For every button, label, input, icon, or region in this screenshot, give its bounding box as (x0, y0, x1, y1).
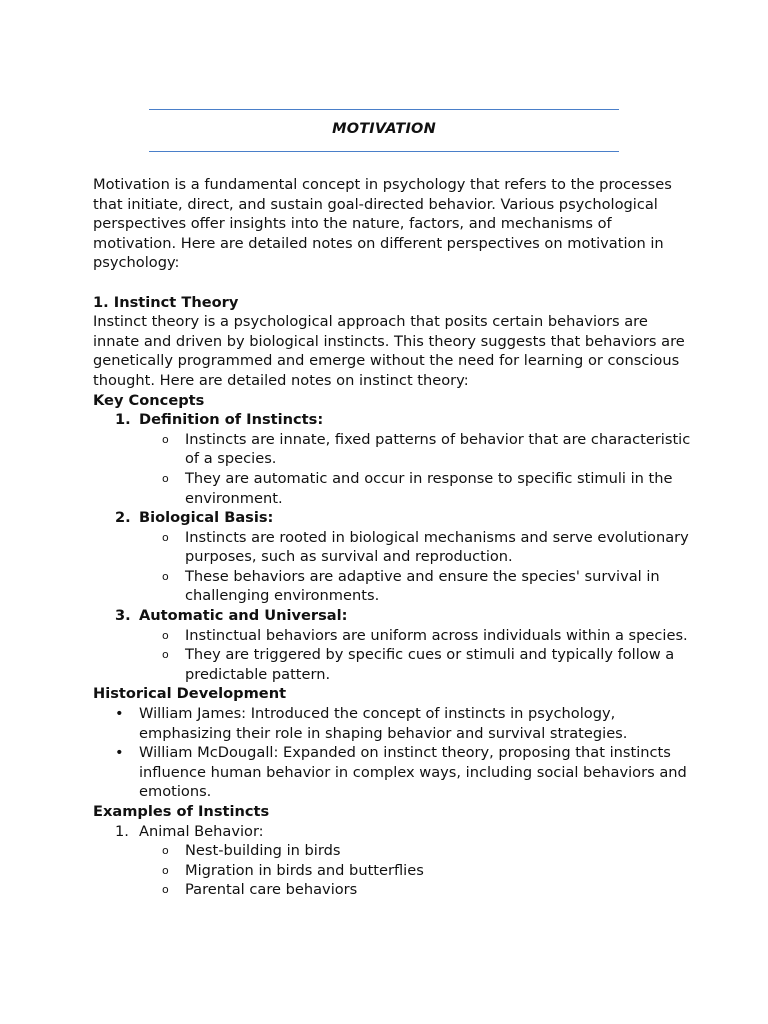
top-rule (149, 109, 619, 110)
circle-bullet-icon: o (162, 844, 169, 858)
circle-bullet-icon: o (162, 863, 169, 877)
circle-bullet-icon: o (162, 628, 169, 642)
bullet-icon: • (115, 705, 124, 723)
circle-bullet-icon: o (162, 648, 169, 662)
sub-point: o Nest-building in birds (162, 842, 341, 860)
sub-point: o Instincts are innate, fixed patterns of behavior that are characteristic of a species. (162, 430, 691, 468)
bottom-rule (149, 151, 619, 152)
concept-title: Definition of Instincts: (139, 411, 324, 429)
sub-point: o Migration in birds and butterflies (162, 861, 424, 879)
sub-point: o Instincts are rooted in biological mechanisms and serve evolutionary purposes, such as survival and reproduction. (162, 528, 689, 566)
examples-heading: Examples of Instincts (93, 803, 270, 820)
circle-bullet-icon: o (162, 432, 169, 446)
circle-bullet-icon: o (162, 530, 169, 544)
concept-number: 2. (115, 509, 131, 527)
sub-point: o Parental care behaviors (162, 881, 358, 899)
concept-title: Automatic and Universal: (139, 607, 348, 625)
concept-item (93, 606, 693, 626)
document-body (93, 175, 693, 900)
circle-bullet-icon: o (162, 883, 169, 897)
sub-point: o These behaviors are adaptive and ensure the species' survival in challenging environments. (162, 567, 660, 605)
example-title: Animal Behavior: (139, 822, 264, 840)
circle-bullet-icon: o (162, 569, 169, 583)
history-item: • William McDougall: Expanded on instinct theory, proposing that instincts influence human behavior in complex ways, including social behaviors and emotions. (115, 744, 687, 801)
sub-point: o They are triggered by specific cues or stimuli and typically follow a predictable pattern. (162, 646, 675, 683)
example-item (93, 822, 693, 842)
section-paragraph: Instinct theory is a psychological approach that posits certain behaviors are innate and driven by biological instincts. This theory suggests that behaviors are genetically programmed and emerge without the need for learning or conscious thought. Here are detailed notes on instinct theory: (93, 313, 685, 389)
sub-point: o They are automatic and occur in response to specific stimuli in the environment. (162, 469, 673, 507)
sub-point: o Instinctual behaviors are uniform across individuals within a species. (162, 626, 688, 644)
concept-item (93, 508, 693, 528)
section-heading: 1. Instinct Theory (93, 293, 239, 311)
historical-heading: Historical Development (93, 685, 287, 703)
bullet-icon: • (115, 744, 124, 762)
history-item: • William James: Introduced the concept of instincts in psychology, emphasizing their role in shaping behavior and survival strategies. (115, 705, 628, 742)
circle-bullet-icon: o (162, 471, 169, 485)
concept-item (93, 410, 693, 430)
document-title: MOTIVATION (332, 121, 436, 137)
concept-title: Biological Basis: (139, 509, 274, 527)
concept-number: 3. (115, 607, 131, 625)
key-concepts-heading: Key Concepts (93, 391, 205, 409)
example-number: 1. (115, 822, 129, 840)
intro-paragraph: Motivation is a fundamental concept in psychology that refers to the processes that initiate, direct, and sustain goal-directed behavior. Various psychological perspectives offer insights into the nature, factors, and mechanisms of motivation. Here are detailed notes on different perspectives on motivation in psychology: (93, 176, 672, 272)
concept-number: 1. (115, 411, 131, 429)
